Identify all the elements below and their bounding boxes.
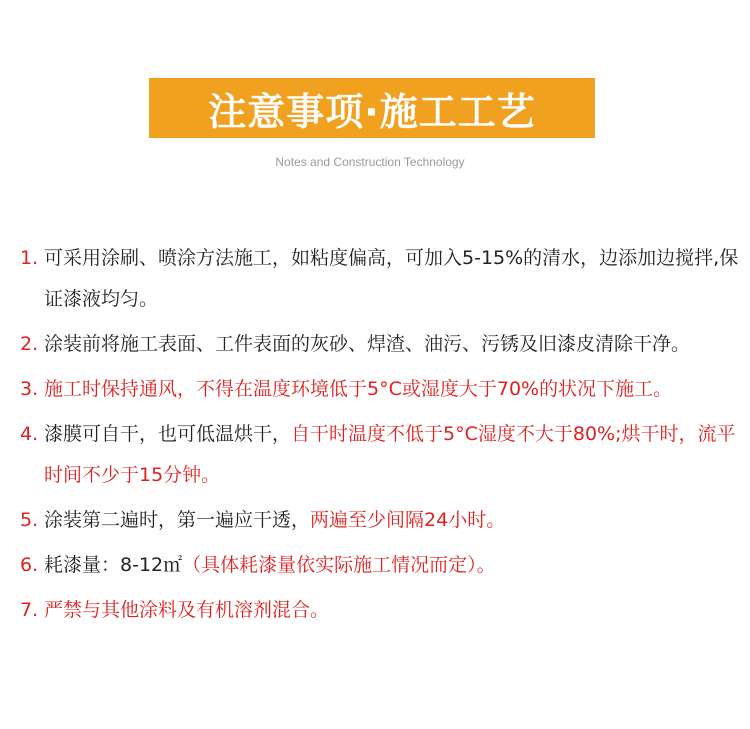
- list-item: [20, 414, 744, 496]
- item-highlight: 两遍至少间隔24小时。: [310, 509, 506, 531]
- page-title: 注意事项·施工工艺: [208, 89, 536, 134]
- item-number: 2.: [20, 333, 39, 355]
- item-highlight: （具体耗漆量依实际施工情况而定）。: [182, 554, 496, 576]
- item-text: 可采用涂刷、喷涂方法施工，如粘度偏高，可加入5-15%的清水，边添加边搅拌,保证漆液均匀。: [44, 247, 739, 310]
- item-text: 涂装第二遍时，第一遍应干透，: [44, 509, 311, 531]
- item-number: 7.: [20, 599, 39, 621]
- list-item: [20, 545, 744, 586]
- item-number: 5.: [20, 509, 39, 531]
- item-number: 4.: [20, 423, 39, 445]
- item-text: 漆膜可自干，也可低温烘干，: [44, 423, 292, 445]
- title-banner: [149, 78, 595, 138]
- list-item: [20, 238, 744, 320]
- item-text: 耗漆量：8-12㎡: [44, 554, 183, 576]
- item-highlight: 施工时保持通风，不得在温度环境低于5°C或湿度大于70%的状况下施工。: [44, 378, 673, 400]
- notes-list: [20, 238, 744, 635]
- list-item: [20, 324, 744, 365]
- item-highlight: 自干时温度不低于5°C湿度不大于80%;烘干时，流平时间不少于15分钟。: [44, 423, 736, 486]
- item-number: 3.: [20, 378, 39, 400]
- list-item: [20, 590, 744, 631]
- list-item: [20, 369, 744, 410]
- item-highlight: 严禁与其他涂料及有机溶剂混合。: [44, 599, 330, 621]
- item-number: 1.: [20, 247, 39, 269]
- item-number: 6.: [20, 554, 39, 576]
- list-item: [20, 500, 744, 541]
- item-text: 涂装前将施工表面、工件表面的灰砂、焊渣、油污、污锈及旧漆皮清除干净。: [44, 333, 691, 355]
- page-subtitle: Notes and Construction Technology: [275, 155, 465, 169]
